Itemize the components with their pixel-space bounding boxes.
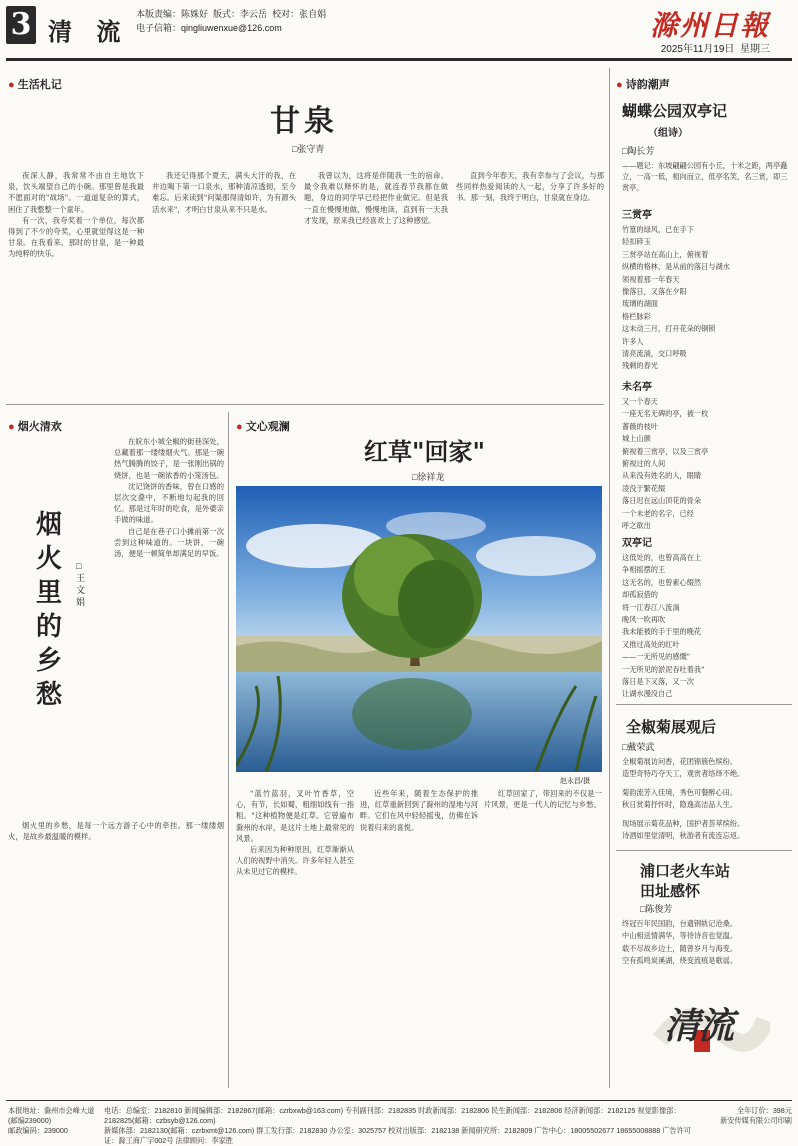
willow-lake-photo [236, 486, 602, 772]
issue-date [661, 40, 770, 55]
article-title-hongcao: 红草"回家" [364, 437, 486, 466]
hongcao-col-3: 红草回家了，带回来的不仅是一片风景，更是一代人的记忆与乡愁。 [484, 789, 602, 810]
article-title-yanhuo: 烟火里的乡愁 [36, 510, 63, 710]
ganquan-col-1: 夜深人静，我常常不由自主地饮下泉，饮头端望自己的小碗。那里曾是我最不愿面对的"战场"。一道道复杂的算式，困住了我整整一个童年。 有一次，我夸奖着一个单位，每次都得到了不少的夸奖，心里就觉得这是一种甘泉。在我看来，那时的甘泉，是一种最为纯粹的快乐。 [8, 171, 144, 259]
article-author-hongcao: □徐祥龙 [412, 472, 445, 482]
ganquan-col-4: 直到今年春天，我有幸参与了会议，与那些同样热爱阅读的人一起，分享了许多好的书。那一刻，我终于明白，甘泉就在身边。 [456, 171, 604, 203]
ganquan-col-3: 我曾以为，这将是伴随我一生的宿命。最令我难以释怀的是，就连春节我都在做题，身边的同学早已经把作业做完。但是我一直在慢慢地做，慢慢地读，直到有一天我才发现，原来我已经喜欢上了这种感觉。 [304, 171, 448, 225]
stanza-title-1: 三赏亭 [622, 210, 652, 221]
layout-credit: 版式：李云岳 [213, 9, 268, 19]
proof-credit: 校对：张自娟 [272, 9, 327, 19]
poem-author-butterfly: □陶长芳 [622, 146, 655, 156]
hongcao-col-1: "蓝竹蓝羽，叉叶竹香草，空心，有节，长如蜀，粗细如线有一指粗。"这种植物便是红草。它曾遍布滁州的水岸，是这片土地上最常见的风景。 后来因为种种原因，红草渐渐从人们的视野中消失。许多年轻人甚至从未见过它的模样。 [236, 789, 354, 877]
right-divider-1 [616, 704, 792, 705]
qingliu-stamp-logo [650, 980, 770, 1080]
footer-address: 本报地址：滁州市会峰大道(邮编239000) 邮政编码：239000 [8, 1106, 95, 1135]
article-author-ganquan: □张守青 [292, 144, 325, 154]
photo-credit: 赵永昌/摄 [560, 778, 590, 785]
poem-note-butterfly: ——题记：东坡翩翩公园有小丘，十米之距，两亭矗立，一高一低，相向而立，低亭名笑，名三赏，即三赏亭。 [622, 161, 788, 192]
poem-title-puko: 浦口老火车站 [640, 862, 731, 880]
header-credits [136, 7, 326, 35]
poem-puko: 终冠百年民国韵，台遗钢轨记沧桑。 中山相送情满华，等待诗音也觉温。 载不尽故乡边土，随曾岁月与海变。 空有孤鸣炭溪湖，绕变流痕是歌谣。 [622, 919, 738, 966]
weekday-text: 星期三 [740, 44, 770, 55]
hongcao-col-2: 近些年来，随着生态保护的推进，红草重新回到了滁州的湿地与河畔。它们在风中轻轻摇曳，仿佛在诉说着归来的喜悦。 [360, 789, 478, 832]
lower-column-divider [228, 412, 229, 1088]
poem-juhua: 全椒菊展访问香，花团锦簇色缤纷。 造型奇特巧夺天工，观赏者络绎不绝。 菊韵流芳入佳境，秀色可餐醉心田。 秋日赏菊抒怀时，隐逸高洁品人生。 现场展示菊花品种，国护者荟萃缤纷。 诗酒如里觉清明，秋游者有流连忘返。 [622, 757, 745, 841]
email-credit: 电子信箱：qingliuwenxue@126.com [136, 23, 282, 33]
footer-rule [6, 1100, 792, 1101]
section-label-poetry: ● 诗韵潮声 [616, 79, 670, 91]
poem-title-puko-2: 田址感怀 [640, 882, 701, 900]
header-rule [6, 58, 792, 61]
section-label-smoke: ● 烟火清欢 [8, 421, 62, 433]
right-column-divider [609, 68, 610, 1088]
right-divider-2 [616, 850, 792, 851]
poem-author-juhua: □戴荣武 [622, 742, 655, 752]
page-number: 3 [6, 6, 36, 44]
poem-title-butterfly: 蝴蝶公园双亭记 [622, 102, 728, 120]
stanza-title-2: 未名亭 [622, 382, 652, 393]
poem-subtitle-butterfly: （组诗） [648, 128, 688, 139]
yanhuo-col-1: 在皖东小城全椒的街巷深处，总藏着那一缕缕烟火气。那是一碗热气腾腾的饺子，是一张刚出锅的烧饼，也是一碗浓香的小笼汤包。 沈记饶饼的香味，曾在口感的层次交叠中，不断地勾起我的回忆。那是过年时的吃食，是外婆亲手做的味道。 自己是在巷子口小摊前第一次尝到这种味道的。一块饼，一碗汤，便是一顿简单却满足的早饭。 [114, 437, 224, 559]
date-text: 2025年11月19日 [660, 44, 735, 55]
yanhuo-col-2: 烟火里的乡愁，是每一个远方游子心中的牵挂。那一缕缕烟火，是故乡最温暖的模样。 [8, 821, 224, 842]
stanza-title-3: 双亭记 [622, 538, 652, 549]
stanza-2: 又一个春天 一座无名无碑的亭，被一枚 蔷薇的枝叶 城上山颜 俯视着三赏亭，以及三赏亭 俯视过的人间 从来没有姓名的人，眼睛 凌没于繁花缀 落日迟在远山顶花的骨朵 一个未老的名字，已经 呼之欲出 [622, 397, 709, 531]
editor-credit: 本版责编：陈姝好 [136, 9, 209, 19]
stanza-3: 这低处的，也曾高高在上 争相摇摆的王 这无名的，也曾素心缀然 却孤寂借的 将一江春江八流淌 晚风一吹再吹 我未能被的手于里的晚花 又推过高处的红叶 ——一无所见的感慨" 一无所见的淤泥吞吐着我" 落日是下又落，又一次 让湖水漫没自己 [622, 553, 705, 699]
article-title-ganquan: 甘泉 [270, 104, 338, 139]
qingliu-calligraphy: 清流 [664, 1005, 733, 1047]
upper-lower-divider [6, 404, 604, 405]
poem-author-puko: □陈俊芳 [640, 904, 673, 914]
footer-price: 全年订价：398元 新安传媒有限公司印刷 [720, 1106, 792, 1125]
section-label-life: ● 生活札记 [8, 79, 62, 91]
ganquan-col-2: 我还记得那个夏天，满头大汗的我，在井边喝下第一口泉水，那种清凉透彻，至今难忘。后来读到"问渠那得清如许，为有源头活水来"，才明白甘泉从来不只是水。 [152, 171, 296, 214]
poem-title-juhua: 全椒菊展观后 [626, 718, 717, 736]
section-title: 清 流 [48, 17, 129, 46]
footer-contacts: 电话：总编室：2182810 新闻编辑部：2182867(邮箱：czrbxwb@163.com) 专刊副刊部：2182835 时政新闻部：2182806 民生新闻部：2182806 经济新闻部：2182125 视觉影像部：2182825(邮箱：czbsyb@126.com) 新媒体部：2182130(邮箱：czrbxmt@126.com) 群工发行部：2182830 办公室：3025757 校对出版部：2182138 新闻研究所：2182809 广告中心：18005502677 18655008888 广告许可证：滁工商广字002号 法律顾问：李家胜 [104, 1106, 691, 1145]
section-label-culture: ● 文心观澜 [236, 421, 290, 433]
newspaper-logo: 滁州日報 [649, 9, 770, 42]
stanza-1: 竹篁的绿风，已在手下 轻扣碎玉 三赏亭站在高山上，俯视着 纵横的格林，是从前的落日与湖水 领视着那一年春天 像落日，又落在夕阳 琉璃的湖面 格栏脉彩 这未动三月，打开花朵的铜锁 许多人 清亮流淌，交口呼吸 残剩的春光 [622, 225, 730, 371]
article-author-yanhuo: □王文娟 [76, 561, 86, 607]
